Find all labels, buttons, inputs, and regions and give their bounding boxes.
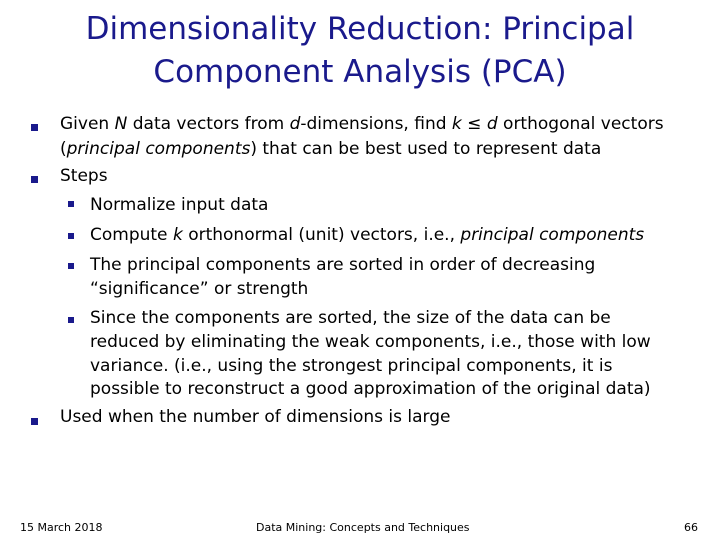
text-run: orthogonal vectors — [497, 114, 664, 134]
bullet-1-line-2 — [60, 137, 601, 161]
text-run: -dimensions, find — [300, 114, 452, 134]
text-run-italic: principal components — [460, 225, 645, 245]
sub-bullet-marker — [68, 263, 74, 269]
footer-title: Data Mining: Concepts and Techniques — [256, 521, 470, 534]
bullet-marker — [31, 124, 38, 131]
text-run-italic: k — [172, 225, 183, 245]
sub-bullet-2 — [90, 223, 644, 247]
sub-bullet-marker — [68, 233, 74, 239]
bullet-marker — [31, 176, 38, 183]
sub-bullet-marker — [68, 317, 74, 323]
sub-bullet-4-line-1: Since the components are sorted, the size of the data can be — [90, 308, 611, 328]
bullet-1-line-1 — [60, 112, 664, 136]
title-line-2: Component Analysis (PCA) — [153, 54, 567, 90]
sub-bullet-3-line-1: The principal components are sorted in order of decreasing — [90, 255, 596, 275]
text-run: data vectors from — [127, 114, 290, 134]
text-run-italic: k — [451, 114, 462, 134]
sub-bullet-3-line-2: “significance” or strength — [90, 279, 309, 299]
text-run: ) that can be best used to represent data — [250, 139, 602, 159]
text-run: Compute — [90, 225, 173, 245]
sub-bullet-marker — [68, 201, 74, 207]
sub-bullet-1: Normalize input data — [90, 195, 269, 215]
sub-bullet-4-line-4: possible to reconstruct a good approximation of the original data) — [90, 379, 651, 399]
bullet-2: Steps — [60, 166, 108, 186]
text-run-italic: N — [114, 114, 128, 134]
text-run: Given — [60, 114, 115, 134]
sub-bullet-4-line-3: variance. (i.e., using the strongest principal components, it is — [90, 356, 613, 376]
text-run: ≤ — [461, 114, 487, 134]
title-line-1: Dimensionality Reduction: Principal — [85, 11, 635, 47]
text-run-italic: d — [486, 114, 498, 134]
text-run-italic: d — [289, 114, 301, 134]
text-run: ( — [60, 139, 67, 159]
sub-bullet-4-line-2: reduced by eliminating the weak components, i.e., those with low — [90, 332, 651, 352]
footer-date: 15 March 2018 — [20, 521, 103, 534]
footer-page-number: 66 — [684, 521, 698, 534]
bullet-3: Used when the number of dimensions is large — [60, 407, 451, 427]
text-run: orthonormal (unit) vectors, i.e., — [182, 225, 461, 245]
bullet-marker — [31, 418, 38, 425]
slide-title — [40, 8, 680, 94]
text-run-italic: principal components — [66, 139, 251, 159]
